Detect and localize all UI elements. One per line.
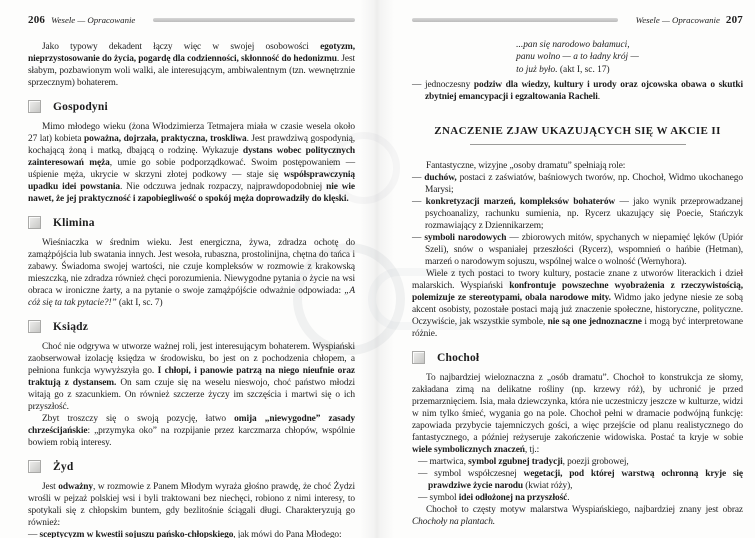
header-rule: [153, 18, 355, 22]
chapter-title: ZNACZENIE ZJAW UKAZUJĄCYCH SIĘ W AKCIE II: [434, 125, 721, 138]
section-heading-zyd: [28, 459, 355, 474]
section-title: Gospodyni: [53, 100, 108, 113]
section-title: Chochoł: [437, 351, 480, 364]
chapter-heading: [412, 125, 743, 145]
paragraph-lead: Fantastyczne, wizyjne „osoby dramatu” spełniają role:: [426, 161, 626, 172]
paragraph-intro: Jako typowy dekadent łączy więc w swojej osobowości egotyzm, nieprzystosowanie do życia, pogardę dla codzienności, skłonność do hedonizmu. Jest słabym, pozbawionym woli walki, ale interesującym, ambiwalentnym (tzn. wewnętrznie sprzecznym) bohaterem.: [28, 42, 355, 88]
page-header-right: [412, 13, 743, 26]
list-item: — duchów, postaci z zaświatów, baśniowych tworów, np. Chochoł, Widmo ukochanego Marysi;: [412, 173, 743, 196]
symbol-meanings-list: [418, 456, 743, 504]
list-item: — jednoczesny podziw dla wiedzy, kultury i urody oraz ojcowska obawa o skutki zbytniej emancypacji i egzaltowania Racheli.: [412, 80, 743, 103]
section-title: Klimina: [53, 216, 95, 229]
page-right: [412, 13, 743, 528]
page-number: 207: [725, 13, 743, 26]
page-header-left: [28, 13, 355, 26]
section-title: Ksiądz: [53, 320, 89, 333]
verse-quote: [516, 39, 639, 76]
list-item: — symbol idei odłożonej na przyszłość.: [418, 493, 570, 504]
verse-line: to już było. (akt I, sc. 17): [516, 64, 610, 75]
page-left: [28, 13, 355, 538]
list-item: — martwica, symbol zgubnej tradycji, poezji grobowej,: [418, 457, 629, 468]
section-heading-klimina: [28, 215, 355, 230]
section-marker-icon: [28, 460, 41, 473]
running-title: Wesele — Opracowanie: [51, 14, 136, 25]
chapter-rule: [470, 144, 686, 145]
section-marker-icon: [28, 216, 41, 229]
list-item: — symbol współczesnej wegetacji, pod której warstwą ochronną kryje się prawdziwe życie narodu (kwiat róży),: [418, 469, 743, 492]
paragraph: To najbardziej wieloznaczna z „osób dramatu”. Chochoł to konstrukcja ze słomy, zakładana zimą na delikatne rośliny (np. krzewy róż), by uchronić je przed przemarznięciem. Isia, mała dziewczynka, która nie uczestniczy jeszcze w kulturze, widzi w nim tylko śmieć, wygania go na pole. Chochoł pełni w dramacie podwójną funkcję: zapowiada przybycie tajemniczych gości, a więc przejście od planu realistycznego do fantastycznego, a później reżyseruje zakończenie widowiska. Postać ta kryje w sobie wiele symbolicznych znaczeń, tj.:: [412, 373, 743, 456]
verse-line: panu wolno — a to ładny krój —: [516, 52, 639, 63]
page-gutter-shadow: [360, 0, 394, 538]
page-number: 206: [28, 13, 46, 26]
paragraph: Mimo młodego wieku (żona Włodzimierza Tetmajera miała w czasie wesela około 27 lat) kobieta poważna, dojrzała, praktyczna, troskliwa. Jest prawdziwą gospodynią, kochającą żoną i matką, dbającą o rodzinę. Wykazuje dystans wobec politycznych zainteresowań męża, umie go sobie podporządkować. Swoim postępowaniem — uśpienie męża, ukrycie w skrzyni złotej podkowy — staje się współsprawczynią upadku idei powstania. Nie odczuwa jednak rozpaczy, najprawdopodobniej nie wie nawet, że jej praktyczność i zapobiegliwość o spokój męża doprowadziły do klęski.: [28, 122, 355, 204]
paragraph: Wieśniaczka w średnim wieku. Jest energiczna, żywa, zdradza ochotę do zamążpójścia lub swatania innych. Jest wesoła, rubaszna, prostolinijna, chętna do tańca i zabawy. Świadoma swojej wartości, nie czuje kompleksów w rozmowie z krakowską mieszczką, nie zdradza również chęci porozumienia. Niewygodne pytania o życie na wsi obraca w ironiczne żarty, a na pytanie o swoje zamążpójście odważnie odpowiada: „A cóż się ta tak pytacie?!” (akt I, sc. 7): [28, 238, 355, 308]
paragraph-closing: Chochoł to częsty motyw malarstwa Wyspiańskiego, najbardziej znany jest obraz Chochoły na plantach.: [412, 505, 743, 528]
verse-line: ...pan się narodowo bałamuci,: [516, 40, 630, 50]
section-heading-chochol: [412, 350, 743, 365]
list-item: — symboli narodowych — zbiorowych mitów, spychanych w niepamięć lęków (Upiór Szeli), snów o wspaniałej przeszłości (Rycerz), wspomnień o hańbie (Hetman), marzeń o narodowym sojuszu, wspólnej walce o wolność (Wernyhora).: [412, 233, 743, 268]
list-item: — konkretyzacji marzeń, kompleksów bohaterów — jako wynik przeprowadzanej psychoanalizy, rachunku sumienia, np. Rycerz ukazujący się Poecie, Stańczyk rozmawiający z Dziennikarzem;: [412, 197, 743, 232]
header-rule: [412, 18, 618, 22]
section-marker-icon: [28, 100, 41, 113]
paragraph-analysis: Wiele z tych postaci to twory kultury, postacie znane z utworów literackich i dzieł malarskich. Wyspiański konfrontuje powszechne wyobrażenia z rzeczywistością, polemizuje ze stereotypami, obala narodowe mity. Widmo jako jedyne niesie ze sobą akcent osobisty, pozostałe postaci mają już znaczenie społeczne, historyczne, polityczne. Oczywiście, jak wszystkie symbole, nie są one jednoznaczne i mogą być interpretowane różnie.: [412, 269, 743, 340]
section-heading-gospodyni: [28, 99, 355, 114]
section-heading-ksiadz: [28, 319, 355, 334]
paragraph: Zbyt troszczy się o swoją pozycję, łatwo omija „niewygodne” zasady chrześcijańskie: „przymyka oko” na rozpijanie przez karczmarza chłopów, wspólnie bowiem robią interesy.: [28, 414, 356, 448]
running-title: Wesele — Opracowanie: [635, 14, 720, 25]
list-item: — sceptycyzm w kwestii sojuszu pańsko-chłopskiego, jak mówi do Pana Młodego:: [28, 530, 342, 538]
section-marker-icon: [28, 320, 41, 333]
section-marker-icon: [412, 351, 425, 364]
paragraph: Jest odważny, w rozmowie z Panem Młodym wyraża głośno prawdę, że choć Żydzi wrośli w pejzaż polskiej wsi i byli traktowani bez niechęci, robiono z nimi interesy, to spotykali się z chłopskim buntem, gdy bezlitośnie ściągali długi. Charakteryzują go również:: [28, 482, 355, 528]
section-title: Żyd: [53, 460, 74, 473]
paragraph: Choć nie odgrywa w utworze ważnej roli, jest interesującym bohaterem. Wyspiański zaobserwował izolację księdza w środowisku, bo jest on z pochodzenia chłopem, a pełniona funkcja wywyższyła go. I chłopi, i panowie patrzą na niego nieufnie oraz traktują z dystansem. On sam czuje się na weselu nieswojo, choć państwo młodzi witają go z szacunkiem. On również szczerze życzy im szczęścia i martwi się o ich przyszłość.: [28, 342, 356, 412]
